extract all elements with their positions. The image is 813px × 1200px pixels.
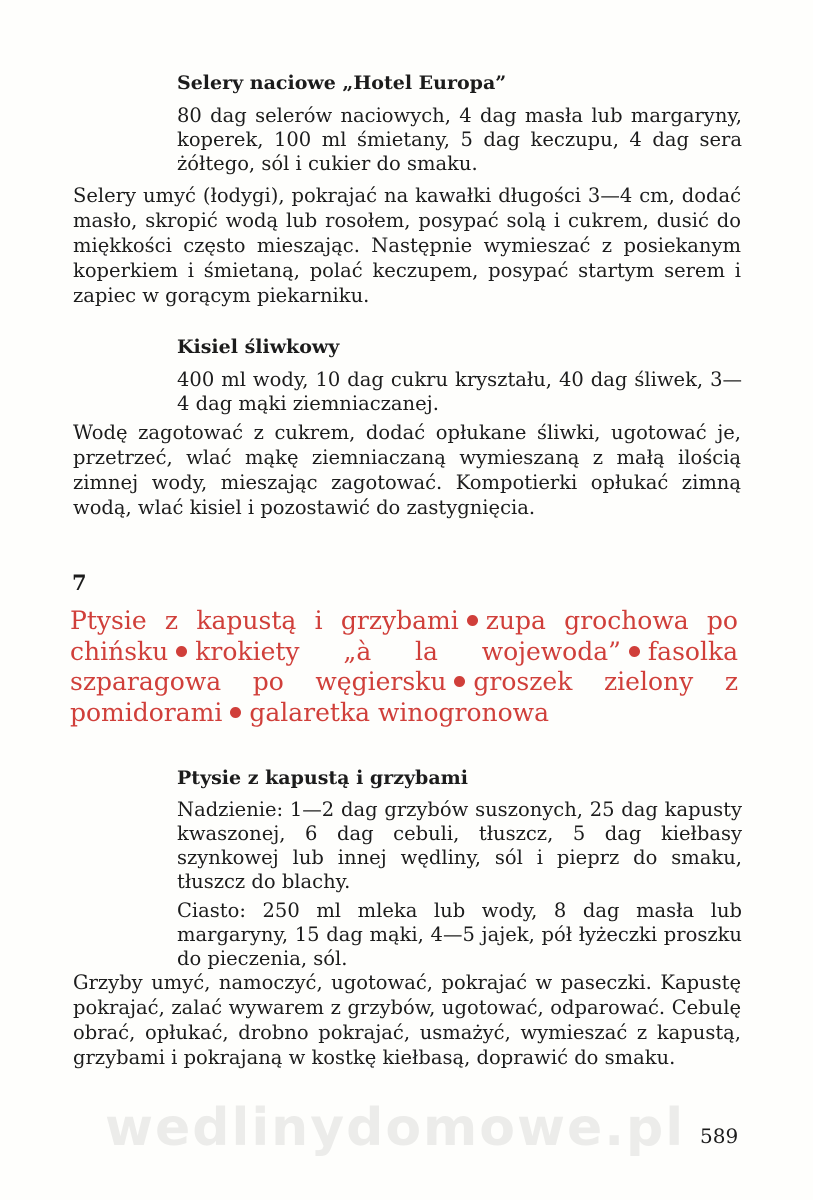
bullet-icon xyxy=(454,676,465,687)
ingredients-selery: 80 dag selerów naciowych, 4 dag masła lub margaryny, koperek, 100 ml śmietany, 5 dag keczupu, 4 dag sera żółtego, sól i cukier do smaku. xyxy=(177,104,742,175)
bullet-icon xyxy=(629,646,640,657)
recipe-title-selery: Selery naciowe „Hotel Europa” xyxy=(177,72,507,94)
filling-ptysie: Nadzienie: 1—2 dag grzybów suszonych, 25 dag kapusty kwaszonej, 6 dag cebuli, tłuszcz, 5 dag kiełbasy szynkowej lub innej wędliny, sól i pieprz do smaku, tłuszcz do blachy. xyxy=(177,798,742,893)
watermark: wedlinydomowe.pl xyxy=(105,1098,686,1158)
dough-ptysie: Ciasto: 250 ml mleka lub wody, 8 dag masła lub margaryny, 15 dag mąki, 4—5 jajek, pół łyżeczki proszku do pieczenia, sól. xyxy=(177,899,742,970)
recipe-title-kisiel: Kisiel śliwkowy xyxy=(177,336,340,358)
chapter-number: 7 xyxy=(72,570,87,595)
ingredients-kisiel: 400 ml wody, 10 dag cukru kryształu, 40 dag śliwek, 3—4 dag mąki ziemniaczanej. xyxy=(177,368,742,415)
menu-item: krokiety „à la wojewoda” xyxy=(195,636,621,666)
menu-item: Ptysie z kapustą i grzybami xyxy=(70,606,459,635)
instructions-kisiel: Wodę zagotować z cukrem, dodać opłukane śliwki, ugotować je, przetrzeć, wlać mąkę ziemniaczaną wymieszaną z małą ilością zimnej wody, mieszając zagotować. Kompotierki opłukać zimną wodą, wlać kisiel i pozostawić do zastygnięcia. xyxy=(73,421,741,519)
bullet-icon xyxy=(176,646,187,657)
instructions-ptysie: Grzyby umyć, namoczyć, ugotować, pokrajać w paseczki. Kapustę pokrajać, zalać wywarem z grzybów, ugotować, odparować. Cebulę obrać, opłukać, drobno pokrajać, usmażyć, wymieszać z kapustą, grzybami i pokrajaną w kostkę kiełbasą, doprawić do smaku. xyxy=(73,971,741,1069)
instructions-selery: Selery umyć (łodygi), pokrajać na kawałki długości 3—4 cm, dodać masło, skropić wodą lub rosołem, posypać solą i cukrem, dusić do miękkości często mieszając. Następnie wymieszać z posiekanym koperkiem i śmietaną, polać keczupem, posypać startym serem i zapiec w gorącym piekarniku. xyxy=(73,184,741,307)
chapter-menu xyxy=(70,606,738,728)
bullet-icon xyxy=(230,707,241,718)
bullet-icon xyxy=(467,615,478,626)
page-number: 589 xyxy=(700,1124,739,1148)
menu-item: zupa grochowa po chińsku xyxy=(70,606,738,666)
recipe-title-ptysie: Ptysie z kapustą i grzybami xyxy=(177,767,468,789)
menu-item: groszek zielony z pomidorami xyxy=(70,667,738,727)
menu-item: galaretka winogronowa xyxy=(249,697,549,727)
menu-item: fasolka szparagowa po węgiersku xyxy=(70,636,738,696)
